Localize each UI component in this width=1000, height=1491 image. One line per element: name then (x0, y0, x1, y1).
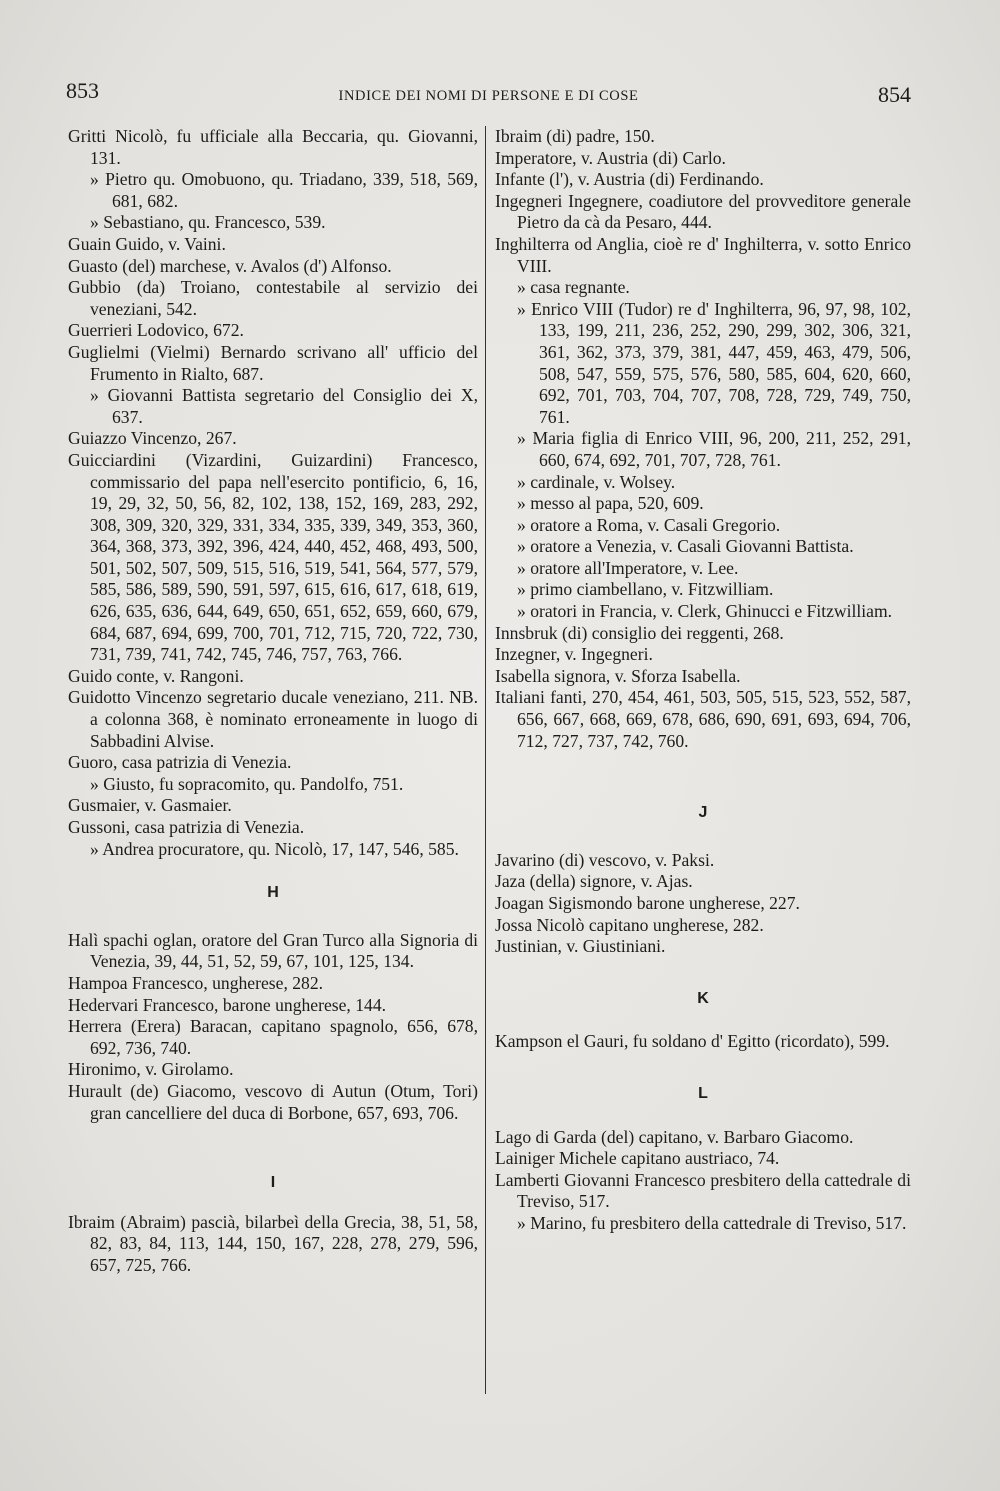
index-subentry: » messo al papa, 520, 609. (517, 493, 704, 514)
index-entry: Lamberti Giovanni Francesco presbitero della cattedrale di Treviso, 517. (495, 1169, 911, 1212)
index-subentry: » oratore a Roma, v. Casali Gregorio. (517, 514, 781, 535)
section-g-entries (68, 126, 478, 860)
index-entry: Herrera (Erera) Baracan, capitano spagnolo, 656, 678, 692, 736, 740. (68, 1016, 478, 1058)
index-entry: Guerrieri Lodovico, 672. (68, 320, 244, 341)
index-entry: Jossa Nicolò capitano ungherese, 282. (495, 914, 764, 935)
index-entry: Jaza (della) signore, v. Ajas. (495, 871, 693, 892)
section-j-entries (495, 850, 911, 958)
section-l-entries (495, 1127, 911, 1235)
index-entry: Justinian, v. Giustiniani. (495, 936, 666, 957)
index-entry: Guoro, casa patrizia di Venezia. (68, 752, 292, 773)
index-entry: Guglielmi (Vielmi) Bernardo scrivano all' ufficio del Frumento in Rialto, 687. (68, 341, 478, 384)
index-entry: Italiani fanti, 270, 454, 461, 503, 505, 515, 523, 552, 587, 656, 667, 668, 669, 678, 686, 690, 691, 693, 694, 706, 712, 727, 737, 742, 760. (495, 687, 911, 751)
index-entry: Gritti Nicolò, fu ufficiale alla Beccaria, qu. Giovanni, 131. (68, 126, 478, 168)
left-page-number: 853 (66, 78, 99, 103)
index-entry: Guiazzo Vincenzo, 267. (68, 428, 237, 449)
index-subentry: » Maria figlia di Enrico VIII, 96, 200, 211, 252, 291, 660, 674, 692, 701, 707, 728, 761. (517, 428, 911, 470)
index-entry: Guain Guido, v. Vaini. (68, 233, 226, 254)
index-entry: Guidotto Vincenzo segretario ducale veneziano, 211. NB. a colonna 368, è nominato erroneamente in luogo di Sabbadini Alvise. (68, 687, 478, 751)
index-entry: Ibraim (Abraim) pascià, bilarbeì della Grecia, 38, 51, 58, 82, 83, 84, 113, 144, 150, 167, 228, 278, 279, 596, 657, 725, 766. (68, 1211, 478, 1275)
index-entry: Ibraim (di) padre, 150. (495, 126, 655, 146)
section-letter-k: K (697, 989, 709, 1007)
section-h-entries (68, 930, 478, 1124)
index-entry: Joagan Sigismondo barone ungherese, 227. (495, 893, 800, 913)
section-i-continued-entries (495, 126, 911, 752)
index-subentry: » oratore a Venezia, v. Casali Giovanni Battista. (517, 536, 854, 557)
index-subentry: » oratori in Francia, v. Clerk, Ghinucci e Fitzwilliam. (517, 601, 893, 622)
section-letter-l: L (698, 1084, 708, 1102)
index-subentry: » Enrico VIII (Tudor) re d' Inghilterra, 96, 97, 98, 102, 133, 199, 211, 236, 252, 290, 299, 302, 306, 321, 361, 362, 373, 379, 381, 447, 459, 463, 479, 506, 508, 547, 559, 575, 576, 580, 585, 604, 620, 660, 692, 701, 703, 704, 707, 708, 728, 729, 749, 750, 761. (517, 298, 911, 427)
index-entry: Isabella signora, v. Sforza Isabella. (495, 665, 741, 686)
column-divider (485, 126, 486, 1394)
index-entry: Inzegner, v. Ingegneri. (495, 644, 653, 665)
right-page-number: 854 (878, 82, 911, 107)
section-letter-j: J (698, 804, 708, 822)
index-entry: Imperatore, v. Austria (di) Carlo. (495, 147, 726, 168)
index-entry: Halì spachi oglan, oratore del Gran Turco alla Signoria di Venezia, 39, 44, 51, 52, 59, 67, 101, 125, 134. (68, 929, 478, 972)
index-entry: Inghilterra od Anglia, cioè re d' Inghilterra, v. sotto Enrico VIII. (495, 233, 911, 276)
page-header (66, 78, 911, 114)
page-title: INDICE DEI NOMI DI PERSONE E DI COSE (338, 88, 639, 104)
index-subentry: » Pietro qu. Omobuono, qu. Triadano, 339, 518, 569, 681, 682. (90, 169, 478, 211)
index-entry: Guicciardini (Vizardini, Guizardini) Francesco, commissario del papa nell'esercito pontificio, 6, 16, 19, 29, 32, 50, 56, 82, 102, 138, 152, 169, 283, 292, 308, 309, 320, 329, 331, 334, 335, 339, 349, 353, 360, 364, 368, 373, 392, 396, 424, 440, 452, 468, 493, 500, 501, 502, 507, 509, 515, 516, 519, 541, 564, 577, 579, 585, 586, 589, 590, 591, 597, 615, 616, 617, 618, 619, 626, 635, 636, 644, 649, 650, 651, 652, 659, 660, 679, 684, 687, 694, 699, 700, 701, 712, 715, 720, 722, 730, 731, 739, 741, 742, 745, 746, 757, 763, 766. (68, 449, 478, 665)
index-entry: Gusmaier, v. Gasmaier. (68, 795, 232, 816)
index-entry: Javarino (di) vescovo, v. Paksi. (495, 849, 715, 870)
index-entry: Kampson el Gauri, fu soldano d' Egitto (ricordato), 599. (495, 1031, 890, 1052)
section-k-entries (495, 1031, 911, 1053)
index-entry: Innsbruk (di) consiglio dei reggenti, 268. (495, 622, 784, 643)
index-subentry: » Sebastiano, qu. Francesco, 539. (90, 212, 326, 233)
section-letter-i: I (270, 1174, 276, 1192)
index-subentry: » Giovanni Battista segretario del Consiglio dei X, 637. (90, 385, 478, 427)
index-subentry: » casa regnante. (517, 277, 630, 298)
index-entry: Ingegneri Ingegnere, coadiutore del provveditore generale Pietro da cà da Pesaro, 444. (495, 190, 911, 233)
index-subentry: » Andrea procuratore, qu. Nicolò, 17, 147, 546, 585. (90, 838, 459, 859)
right-column (495, 126, 911, 1235)
section-letter-h: H (267, 884, 279, 902)
index-subentry: » oratore all'Imperatore, v. Lee. (517, 557, 739, 578)
index-entry: Hampoa Francesco, ungherese, 282. (68, 972, 324, 993)
index-entry: Guido conte, v. Rangoni. (68, 665, 244, 686)
left-column (68, 126, 478, 1277)
index-entry: Hurault (de) Giacomo, vescovo di Autun (Otum, Tori) gran cancelliere del duca di Borbone, 657, 693, 706. (68, 1080, 478, 1123)
index-entry: Hedervari Francesco, barone ungherese, 144. (68, 994, 387, 1015)
index-entry: Hironimo, v. Girolamo. (68, 1059, 234, 1080)
index-entry: Gussoni, casa patrizia di Venezia. (68, 817, 305, 837)
index-entry: Lago di Garda (del) capitano, v. Barbaro Giacomo. (495, 1126, 854, 1147)
index-subentry: » primo ciambellano, v. Fitzwilliam. (517, 579, 774, 600)
index-subentry: » cardinale, v. Wolsey. (517, 471, 676, 492)
index-entry: Guasto (del) marchese, v. Avalos (d') Alfonso. (68, 255, 392, 276)
index-entry: Lainiger Michele capitano austriaco, 74. (495, 1148, 780, 1169)
section-i-entries (68, 1212, 478, 1277)
index-subentry: » Giusto, fu sopracomito, qu. Pandolfo, 751. (90, 773, 404, 794)
index-subentry: » Marino, fu presbitero della cattedrale di Treviso, 517. (517, 1212, 907, 1233)
index-entry: Infante (l'), v. Austria (di) Ferdinando. (495, 169, 764, 190)
index-entry: Gubbio (da) Troiano, contestabile al servizio dei veneziani, 542. (68, 277, 478, 319)
